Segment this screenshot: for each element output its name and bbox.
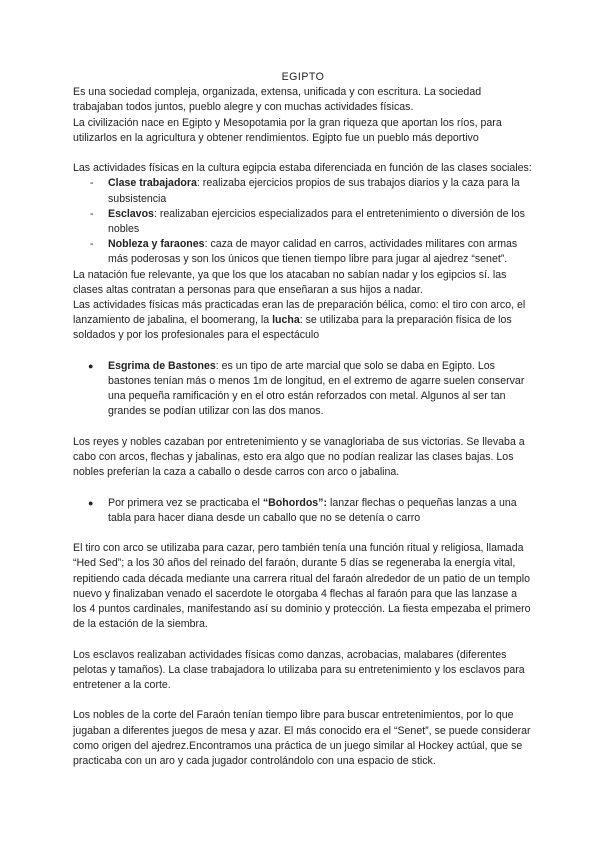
list-item-text: Por primera vez se practicaba el bbox=[108, 496, 263, 509]
list-item-term: Esclavos bbox=[108, 207, 154, 220]
spacer bbox=[73, 146, 533, 161]
dash-marker: - bbox=[90, 207, 94, 220]
document-title: EGIPTO bbox=[281, 71, 325, 83]
spacer bbox=[73, 480, 533, 495]
list-item-text: : es un tipo de arte marcial que solo se daba en Egipto. Los bastones tenían más o menos 1m de longitud, en el extremo de agarre suelen conservar una pequeña ramificación y en el otro están reforzados con metal. Algunos al ser tan grandes se podían utilizar con las dos manos. bbox=[108, 359, 525, 418]
spacer bbox=[73, 632, 533, 647]
list-item-text: : realizaba ejercicios propios de sus trabajos diarios y la caza para la subsistencia bbox=[108, 177, 520, 205]
bold-term: lucha bbox=[272, 314, 300, 327]
document-body bbox=[73, 70, 533, 769]
spacer bbox=[73, 420, 533, 435]
social-classes-list bbox=[73, 176, 533, 267]
list-item-term: Clase trabajadora bbox=[108, 177, 197, 190]
list-item-term: Esgrima de Bastones bbox=[108, 359, 216, 372]
paragraph-classes-intro: Las actividades físicas en la cultura egipcia estaba diferenciada en función de las clases sociales: bbox=[73, 162, 532, 175]
dash-marker: - bbox=[90, 238, 94, 251]
paragraph-nobles-games: Los nobles de la corte del Faraón tenían tiempo libre para buscar entretenimientos, por lo que jugaban a diferentes juegos de mesa y azar. El más conocido era el “Senet”, se puede considerar como origen del ajedrez.Encontramos una práctica de un juego similar al Hockey actúal, que se practicaba con un aro y cada jugador controlándolo con una espacio de stick. bbox=[73, 709, 531, 768]
list-item bbox=[73, 237, 533, 267]
list-item-term: “Bohordos”: bbox=[262, 496, 328, 509]
list-item-text: : realizaban ejercicios especializados para el entretenimiento o diversión de los nobles bbox=[108, 207, 525, 236]
spacer bbox=[73, 526, 533, 541]
bullet-marker: ● bbox=[88, 497, 94, 508]
paragraph-war-activities bbox=[73, 298, 533, 344]
paragraph-archery: El tiro con arco se utilizaba para cazar, pero también tenía una función ritual y religiosa, llamada “Hed Sed”; a los 30 años del reinado del faraón, durante 5 días se regeneraba la energía vital, repitiendo cada década mediante una carrera ritual del faraón alrededor de un patio de un templo nuevo y finalizaban venado el sacerdote le otorgaba 4 flechas al faraón para que las lanzase a los 4 puntos cardinales, manifestando así su dominio y protección. La fiesta empezaba el primero de la estación de la siembra. bbox=[73, 542, 531, 631]
list-item bbox=[73, 496, 533, 526]
spacer bbox=[73, 693, 533, 708]
list-item bbox=[73, 359, 533, 420]
text-span: : se utilizaba para la preparación física de los soldados y por los profesionales para el espectáculo bbox=[73, 314, 512, 342]
list-item-term: Nobleza y faraones bbox=[108, 238, 205, 251]
spacer bbox=[73, 344, 533, 359]
list-item-text: lanzar flechas o pequeñas lanzas a una tabla para hacer diana desde un caballo que no se detenía o carro bbox=[108, 496, 517, 524]
list-item bbox=[73, 176, 533, 206]
paragraph-civilization: La civilización nace en Egipto y Mesopotamia por la gran riqueza que aportan los ríos, para utilizarlos en la agricultura y obtener rendimientos. Egipto fue un pueblo más deportivo bbox=[73, 116, 502, 144]
paragraph-intro: Es una sociedad compleja, organizada, extensa, unificada y con escritura. La sociedad trabajaban todos juntos, pueblo alegre y con muchas actividades físicas. bbox=[73, 86, 482, 114]
paragraph-swimming: La natación fue relevante, ya que los que los atacaban no sabían nadar y los egipcios sí. las clases altas contratan a personas para que enseñaran a sus hijos a nadar. bbox=[73, 268, 507, 296]
paragraph-slaves: Los esclavos realizaban actividades físicas como danzas, acrobacias, malabares (diferentes pelotas y tamaños). La clase trabajadora lo utilizaba para su entretenimiento y los esclavos para entretener a la corte. bbox=[73, 648, 525, 692]
list-item-text: : caza de mayor calidad en carros, actividades militares con armas más poderosas y son los únicos que tienen tiempo libre para jugar al ajedrez “senet”. bbox=[108, 238, 518, 266]
bullet-list-bohordos bbox=[73, 496, 533, 526]
paragraph-hunting: Los reyes y nobles cazaban por entretenimiento y se vanagloriaba de sus victorias. Se llevaba a cabo con arcos, flechas y jabalinas, esto era algo que no podían realizar las clases bajas. Los nobles preferían la caza a caballo o desde carros con arco o jabalina. bbox=[73, 435, 525, 479]
text-span: Las actividades físicas más practicadas eran las de preparación bélica, como: el tiro con arco, el lanzamiento de jabalina, el boomerang, la bbox=[73, 299, 526, 327]
list-item bbox=[73, 207, 533, 237]
dash-marker: - bbox=[90, 177, 94, 190]
bullet-list-fencing bbox=[73, 359, 533, 420]
bullet-marker: ● bbox=[88, 360, 94, 371]
